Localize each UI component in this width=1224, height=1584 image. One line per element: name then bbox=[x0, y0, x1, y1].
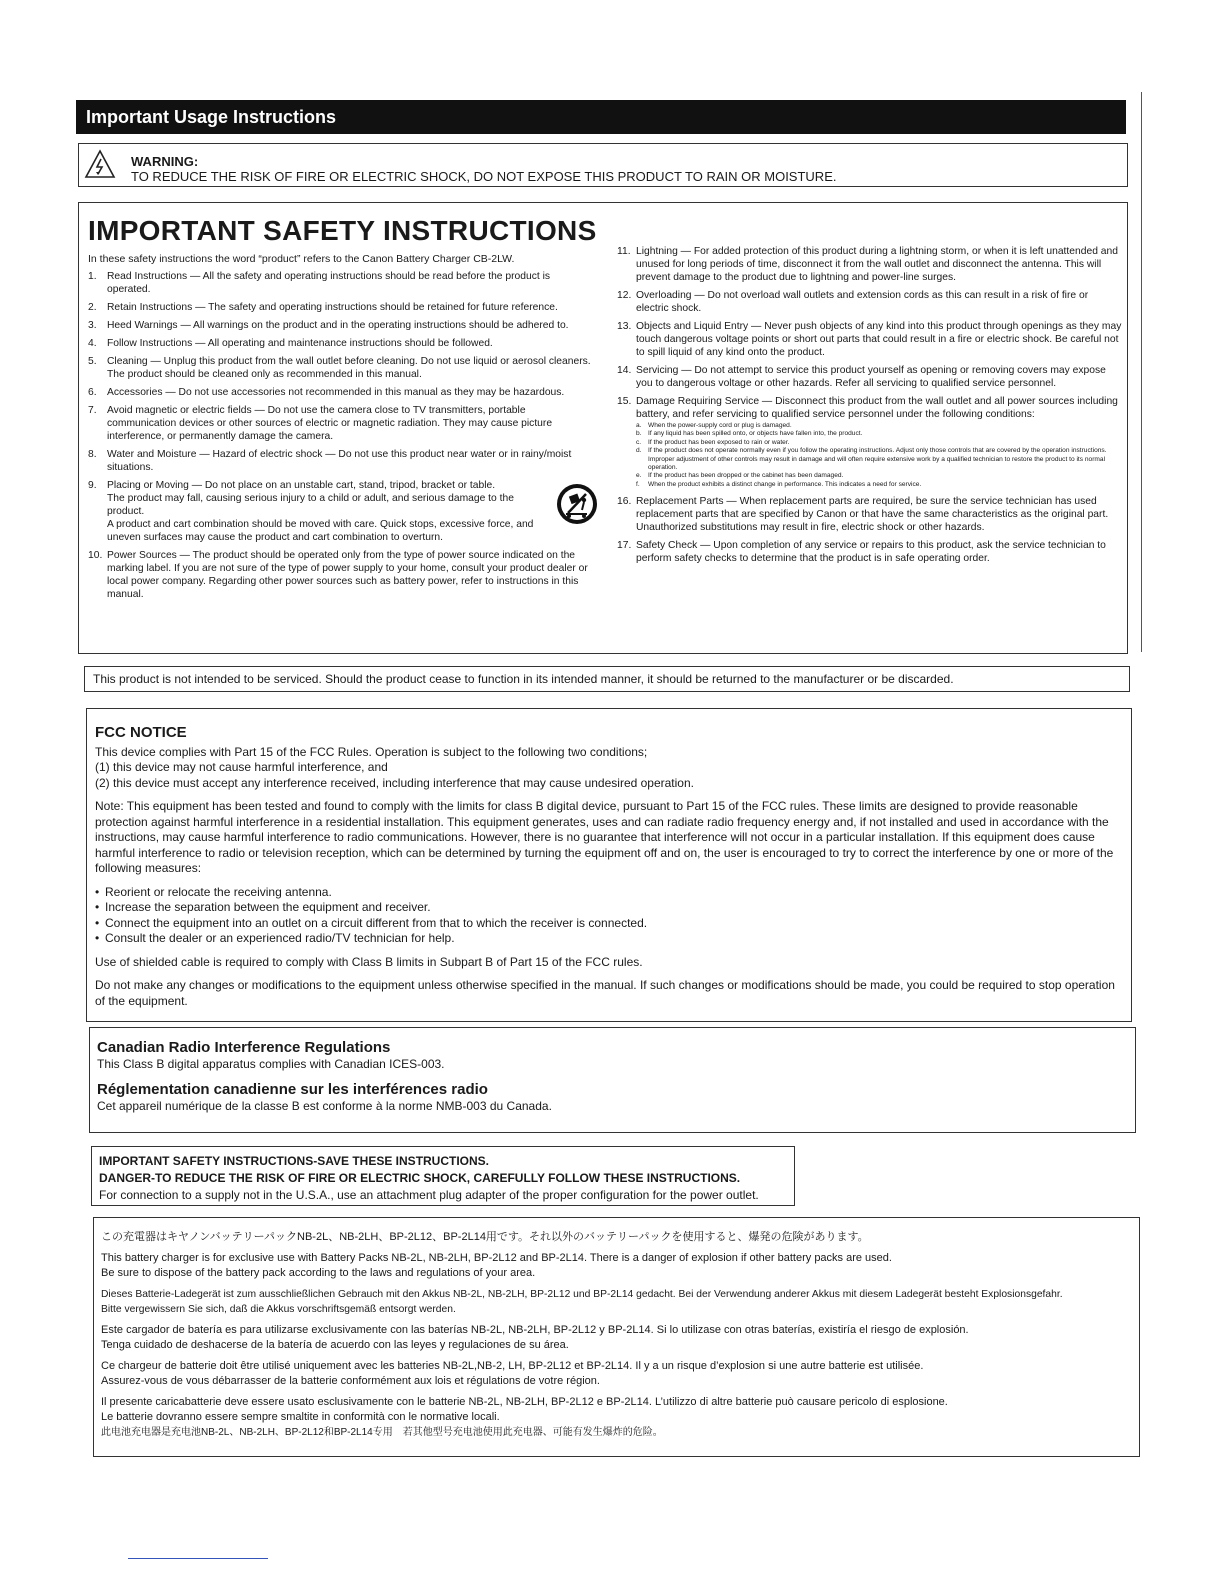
list-item: 14. Servicing — Do not attempt to service this product yourself as opening or removing covers may expose you to dangerous voltage or other hazards. Refer all servicing to qualified service personnel. bbox=[617, 365, 1106, 389]
battery-ja: この充電器はキヤノンバッテリーパックNB-2L、NB-2LH、BP-2L12、BP-2L14用です。それ以外のバッテリーパックを使用すると、爆発の危険があります。 bbox=[101, 1231, 869, 1243]
fcc-condition-1: (1) this device may not cause harmful interference, and bbox=[95, 760, 388, 774]
list-item: 15. Damage Requiring Service — Disconnect this product from the wall outlet and all power sources including battery, and refer servicing to qualified service personnel under the following conditions: bbox=[617, 396, 1118, 420]
list-item: 7. Avoid magnetic or electric fields — Do not use the camera close to TV transmitters, portable communication devices or other sources of electric or magnetic radiation. They may cause picture interference, or permanently damage the camera. bbox=[88, 405, 553, 442]
canada-title-fr: Réglementation canadienne sur les interférences radio bbox=[97, 1081, 488, 1098]
fcc-notice-box bbox=[86, 708, 1132, 1022]
list-item: 13. Objects and Liquid Entry — Never push objects of any kind into this product through openings as they may touch dangerous voltage points or short out parts that could result in a fire or electric shock. Be careful not to spill liquid of any kind onto the product. bbox=[617, 321, 1122, 358]
save-instructions-box bbox=[91, 1146, 795, 1206]
safety-instructions-box bbox=[78, 202, 1128, 654]
list-item: 12. Overloading — Do not overload wall outlets and extension cords as this can result in a risk of fire or electric shock. bbox=[617, 290, 1089, 314]
item9-line2: The product may fall, causing serious injury to a child or adult, and serious damage to the product. bbox=[107, 493, 514, 517]
list-item: 3. Heed Warnings — All warnings on the product and in the operating instructions should be adhered to. bbox=[88, 320, 569, 331]
safety-intro: In these safety instructions the word “product” refers to the Canon Battery Charger CB-2LW. bbox=[88, 253, 515, 265]
list-item: • Connect the equipment into an outlet on a circuit different from that to which the receiver is connected. bbox=[95, 915, 648, 930]
battery-en-2: Be sure to dispose of the battery pack according to the laws and regulations of your area. bbox=[101, 1267, 536, 1279]
warning-text: TO REDUCE THE RISK OF FIRE OR ELECTRIC SHOCK, DO NOT EXPOSE THIS PRODUCT TO RAIN OR MOISTURE. bbox=[131, 169, 837, 184]
list-item: 4. Follow Instructions — All operating and maintenance instructions should be followed. bbox=[88, 338, 493, 349]
sub-item: d. If the product does not operate normally even if you follow the operating instructions. Adjust only those controls that are covered by the operation instructions. Improper adjustment of other controls may result in damage and will often require extensive work by a qualified technician to restore the product to its normal operation. bbox=[636, 447, 1107, 472]
section-header: Important Usage Instructions bbox=[76, 100, 1126, 134]
warning-box bbox=[78, 143, 1128, 187]
sub-item: a. When the power-supply cord or plug is damaged. bbox=[636, 422, 792, 429]
list-item: • Increase the separation between the equipment and receiver. bbox=[95, 900, 431, 914]
battery-es-2: Tenga cuidado de deshacerse de la batería de acuerdo con las leyes y regulaciones de su área. bbox=[101, 1339, 569, 1351]
footer-rule bbox=[128, 1558, 268, 1559]
list-item: 16. Replacement Parts — When replacement parts are required, be sure the service technician has used replacement parts that are specified by Canon or that have the same characteristics as the original part. Unauthorized substitutions may result in fire, electric shock or other hazards. bbox=[617, 496, 1109, 534]
battery-es-1: Este cargador de batería es para utilizarse exclusivamente con las baterías NB-2L, NB-2LH, BP-2L12 y BP-2L14. Si lo utilizase con otras baterías, existiría el riesgo de explosión. bbox=[101, 1324, 969, 1336]
battery-it-2: Le batterie dovranno essere sempre smaltite in conformità con le normative locali. bbox=[101, 1411, 500, 1423]
save-line-1: IMPORTANT SAFETY INSTRUCTIONS-SAVE THESE INSTRUCTIONS. bbox=[99, 1154, 490, 1168]
battery-fr-2: Assurez-vous de vous débarrasser de la batterie conformément aux lois et régulations de votre région. bbox=[101, 1375, 600, 1387]
service-notice: This product is not intended to be serviced. Should the product cease to function in its intended manner, it should be returned to the manufacturer or be discarded. bbox=[84, 666, 1130, 692]
item9-line3: A product and cart combination should be moved with care. Quick stops, excessive force, and uneven surfaces may cause the product and cart combination to overturn. bbox=[107, 519, 534, 543]
list-item: 9. Placing or Moving — Do not place on an unstable cart, stand, tripod, bracket or table. The product may fall, causing serious injury to a child or adult, and serious damage to the product. A product and cart combination should be moved with care. Quick stops, excessive force, and uneven surfaces may cause the product and cart combination to overturn. bbox=[88, 479, 596, 544]
fcc-condition-2: (2) this device must accept any interference received, including interference that may cause undesired operation. bbox=[95, 775, 694, 790]
fcc-intro: This device complies with Part 15 of the FCC Rules. Operation is subject to the following two conditions; bbox=[95, 744, 648, 759]
battery-it-1: Il presente caricabatterie deve essere usato esclusivamente con le batterie NB-2L, NB-2LH, BP-2L12 e BP-2L14. L’utilizzo di altre batterie può causare pericolo di esplosione. bbox=[101, 1396, 948, 1408]
list-item: 6. Accessories — Do not use accessories not recommended in this manual as they may be hazardous. bbox=[88, 387, 565, 398]
fcc-title: FCC NOTICE bbox=[95, 724, 187, 741]
list-item: 11. Lightning — For added protection of this product during a lightning storm, or when it is left unattended and unused for long periods of time, disconnect it from the wall outlet and disconnect the antenna. This will prevent damage to the product due to lightning and power-line surges. bbox=[617, 246, 1118, 283]
battery-de-1: Dieses Batterie-Ladegerät ist zum ausschließlichen Gebrauch mit den Akkus NB-2L, NB-2LH, BP-2L12 und BP-2L14 gedacht. Bei der Verwendung anderer Akkus mit diesem Ladegerät besteht Explosionsgefahr. bbox=[101, 1289, 1063, 1300]
electric-shock-warning-icon bbox=[84, 148, 116, 180]
sub-item: b. If any liquid has been spilled onto, or objects have fallen into, the product. bbox=[636, 430, 863, 438]
save-line-3: For connection to a supply not in the U.S.A., use an attachment plug adapter of the proper configuration for the power outlet. bbox=[99, 1188, 759, 1202]
list-item: 2. Retain Instructions — The safety and operating instructions should be retained for future reference. bbox=[88, 302, 558, 313]
battery-en-1: This battery charger is for exclusive use with Battery Packs NB-2L, NB-2LH, BP-2L12 and BP-2L14. There is a danger of explosion if other battery packs are used. bbox=[101, 1252, 892, 1264]
sub-item: f. When the product exhibits a distinct change in performance. This indicates a need for service. bbox=[636, 480, 922, 488]
safety-right-column bbox=[617, 245, 1122, 570]
list-item: 1. Read Instructions — All the safety and operating instructions should be read before the product is operated. bbox=[88, 271, 551, 295]
safety-left-column bbox=[88, 270, 596, 606]
save-line-2: DANGER-TO REDUCE THE RISK OF FIRE OR ELECTRIC SHOCK, CAREFULLY FOLLOW THESE INSTRUCTIONS. bbox=[99, 1171, 741, 1185]
battery-fr-1: Ce chargeur de batterie doit être utilisé uniquement avec les batteries NB-2L,NB-2, LH, BP-2L12 et BP-2L14. Il y a un risque d’explosion si une autre batterie est utilisée. bbox=[101, 1360, 924, 1372]
list-item: 10. Power Sources — The product should be operated only from the type of power source indicated on the marking label. If you are not sure of the type of power supply to your home, consult your product dealer or local power company. Regarding other power sources such as battery power, refer to instructions in this manual. bbox=[88, 550, 588, 600]
list-item: • Consult the dealer or an experienced radio/TV technician for help. bbox=[95, 931, 455, 945]
cart-tipover-icon bbox=[556, 483, 598, 525]
list-item: 17. Safety Check — Upon completion of any service or repairs to this product, ask the service technician to perform safety checks to determine that the product is in safe operating order. bbox=[617, 540, 1106, 565]
canada-text-en: This Class B digital apparatus complies with Canadian ICES-003. bbox=[97, 1057, 445, 1071]
sub-item: e. If the product has been dropped or the cabinet has been damaged. bbox=[636, 472, 844, 480]
safety-title: IMPORTANT SAFETY INSTRUCTIONS bbox=[88, 215, 597, 246]
list-item: 8. Water and Moisture — Hazard of electric shock — Do not use this product near water or in rainy/moist situations. bbox=[88, 449, 572, 473]
fcc-changes: Do not make any changes or modifications to the equipment unless otherwise specified in the manual. If such changes or modifications should be made, you could be required to stop operation of the equipment. bbox=[95, 978, 1115, 1008]
battery-warning-box bbox=[93, 1217, 1140, 1457]
margin-rule bbox=[1141, 92, 1142, 652]
list-item: • Reorient or relocate the receiving antenna. bbox=[95, 884, 332, 899]
fcc-note: Note: This equipment has been tested and found to comply with the limits for class B digital device, pursuant to Part 15 of the FCC rules. These limits are designed to provide reasonable protection against harmful interference in a residential installation. This equipment generates, uses and can radiate radio frequency energy and, if not installed and used in accordance with the instructions, may cause harmful interference to radio communications. However, there is no guarantee that interference will not occur in a particular installation. If this equipment does cause harmful interference to radio or television reception, which can be determined by turning the equipment off and on, the user is encouraged to try to correct the interference by one or more of the following measures: bbox=[95, 799, 1114, 875]
sub-item: c. If the product has been exposed to rain or water. bbox=[636, 438, 790, 446]
item15-conditions bbox=[617, 422, 1122, 489]
fcc-shielded-cable: Use of shielded cable is required to comply with Class B limits in Subpart B of Part 15 of the FCC rules. bbox=[95, 954, 643, 969]
canada-text-fr: Cet appareil numérique de la classe B est conforme à la norme NMB-003 du Canada. bbox=[97, 1099, 552, 1113]
item9-line1: Placing or Moving — Do not place on an unstable cart, stand, tripod, bracket or table. bbox=[107, 480, 496, 491]
battery-de-2: Bitte vergewissern Sie sich, daß die Akkus vorschriftsgemäß entsorgt werden. bbox=[101, 1304, 456, 1315]
warning-title: WARNING: bbox=[131, 154, 199, 169]
battery-zh: 此电池充电器是充电池NB-2L、NB-2LH、BP-2L12和BP-2L14专用 若其他型号充电池使用此充电器、可能有发生爆炸的危险。 bbox=[101, 1427, 663, 1438]
canada-title-en: Canadian Radio Interference Regulations bbox=[97, 1039, 391, 1056]
list-item: 5. Cleaning — Unplug this product from the wall outlet before cleaning. Do not use liquid or aerosol cleaners. The product should be cleaned only as recommended in this manual. bbox=[88, 356, 591, 380]
canada-regulations-box bbox=[89, 1027, 1136, 1133]
